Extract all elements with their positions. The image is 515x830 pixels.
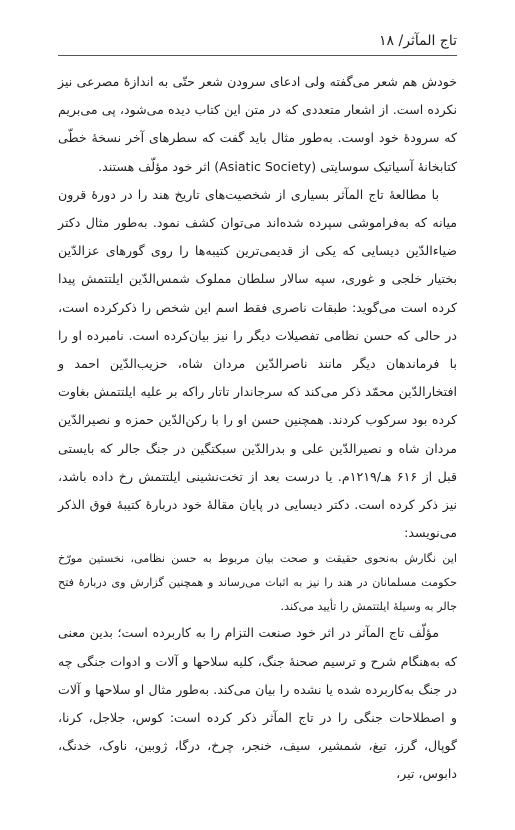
paragraph-2: با مطالعهٔ تاج المآثر بسیاری از شخصیت‌های تاریخ هند را در دورهٔ قرون میانه که به‌فراموشی سپرده شده‌اند می‌توان کشف نمود. به‌طور مثال دکتر ضیاءالدّین دیسایی که یکی از قدیمی‌ترین کتیبه‌ها را روی گورهای عزالدّین بختیار خلجی و غوری، سپه سالار سلطان مملوک شمس‌الدّین ایلتتمش پیدا کرده است می‌گوید: طبقات ناصری فقط اسم این شخص را ذکرکرده است، در حالی که حسن نظامی تفصیلات دیگر را نیز بیان‌کرده است. نامبرده او را با فرماندهان دیگر مانند ناصرالدّین مردان شاه، حزیب‌الدّین احمد و افتخارالدّین محمّد ذکر می‌کند که سرجاندار تاتار راکه بر علیه ایلتتمش بغاوت کرده بود سرکوب کردند. همچنین حسن او را با رکن‌الدّین حمزه و نصیرالدّین مردان شاه و نصیرالدّین علی و بدرالدّین سبکتگین در جنگ جالر که بایستی قبل از ۶۱۶ هـ/۱۲۱۹م. یا درست بعد از تخت‌نشینی ایلتتمش رخ داده باشد، نیز ذکر کرده است. دکتر دیسایی در پایان مقالهٔ خود دربارهٔ کتیبهٔ فوق الذکر می‌نویسد: <box>58 186 458 541</box>
block-quote: این نگارش به‌نحوی حقیقت و صحت بیان مربوط به حسن نظامی، نخستین مورّخ حکومت مسلمانان در هند را نیز به اثبات می‌رساند و همچنین گزارش وی دربارهٔ فتح جالر به وسیلهٔ ایلتتمش را تأیید می‌کند. <box>58 552 457 614</box>
header-rule <box>58 55 457 56</box>
running-header: تاج المآثر/ ۱۸ <box>379 33 457 49</box>
paragraph-1: خودش هم شعر می‌گفته ولی ادعای سرودن شعر حتّی به اندازهٔ مصرعی نیز نکرده است. از اشعار متعددی که در متن این کتاب دیده می‌شود، پی می‌بریم که سرودهٔ خود اوست. به‌طور مثال باید گفت که سطرهای آخر نسخهٔ خطّی کتابخانهٔ آسیاتیک سوسایتی (Asiatic Society) اثر خود مؤلّف هستند. <box>58 74 457 174</box>
paragraph-3: مؤلّف تاج المآثر در اثر خود صنعت التزام را به کاربرده است؛ بدین معنی که به‌هنگام شرح و ترسیم صحنهٔ جنگ، کلیه سلاحها و آلات و ادوات جنگی چه در جنگ به‌کاربرده شده یا نشده را بیان می‌کند. به‌طور مثال او سلاحها و آلات و اصطلاحات جنگی را در تاج المآثر ذکر کرده است: کوس، جلاجل، کرنا، گوپال، گرز، تیغ، شمشیر، سیف، خنجر، چرخ، درگا، ژوبین، ناوک، خدنگ، دابوس، تیر، <box>58 625 457 782</box>
page-body <box>58 68 457 789</box>
